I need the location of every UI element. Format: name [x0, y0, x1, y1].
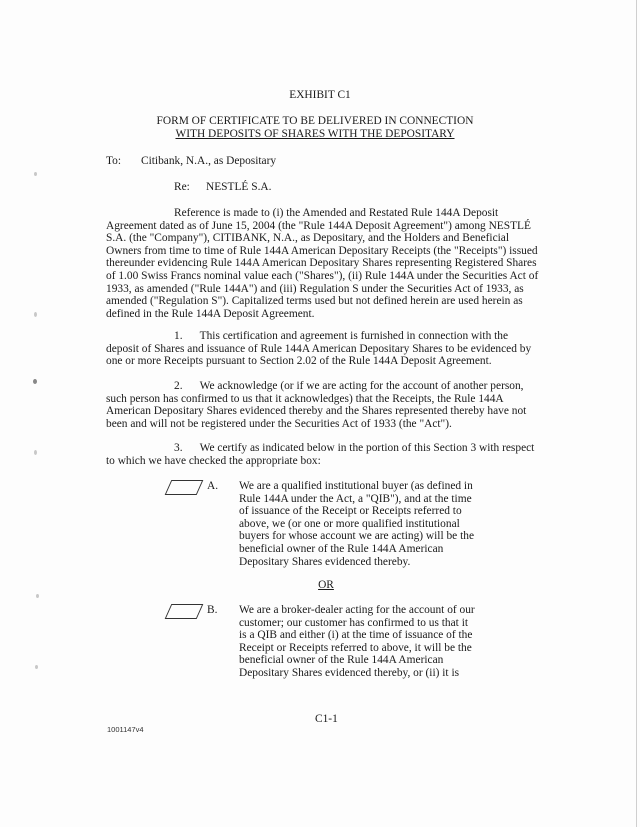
section-2-number: 2.: [174, 380, 183, 392]
to-label: To:: [106, 155, 122, 167]
option-a-text: We are a qualified institutional buyer (as defined in Rule 144A under the Act, a "QIB"), and at the time of issuance of the Receipt or Receipts referred to above, we (or one or more qualified institutional buyers for whose account we are acting) will be the beneficial owner of the Rule 144A American Depositary Shares evidenced thereby.: [239, 480, 474, 568]
to-value: Citibank, N.A., as Depositary: [141, 155, 277, 167]
scan-speck: [34, 172, 37, 176]
section-3: [106, 442, 540, 467]
intro-paragraph: Reference is made to (i) the Amended and Restated Rule 144A Deposit Agreement dated as of June 15, 2004 (the "Rule 144A Deposit Agreement") among NESTLÉ S.A. (the "Company"), CITIBANK, N.A., as Depositary, and the Holders and Beneficial Owners from time to time of Rule 144A American Depositary Receipts (the "Receipts") issued thereunder evidencing Rule 144A American Depositary Shares representing Registered Shares of 1.00 Swiss Francs nominal value each ("Shares"), (ii) Rule 144A under the Securities Act of 1933, as amended ("Rule 144A") and (iii) Regulation S under the Securities Act of 1933, as amended ("Regulation S"). Capitalized terms used but not defined herein are used herein as defined in the Rule 144A Deposit Agreement.: [106, 207, 539, 320]
section-2-text: We acknowledge (or if we are acting for the account of another person, such person has confirmed to us that it acknowledges) that the Receipts, the Rule 144A American Depositary Shares evidenced thereby and the Shares represented thereby have not been and will not be registered under the Securities Act of 1933 (the "Act").: [106, 380, 527, 430]
scan-edge-line: [636, 0, 637, 827]
option-a-letter: A.: [207, 480, 219, 492]
section-2: [106, 380, 540, 430]
section-1-text: This certification and agreement is furnished in connection with the deposit of Shares and issuance of Rule 144A American Depositary Shares to be evidenced by one or more Receipts pursuant to Section 2.02 of the Rule 144A Deposit Agreement.: [106, 330, 532, 368]
section-3-number: 3.: [174, 442, 183, 454]
re-value: NESTLÉ S.A.: [206, 181, 272, 193]
page-number: C1-1: [315, 713, 338, 725]
option-b-text: We are a broker-dealer acting for the account of our customer; our customer has confirmed to us that it is a QIB and either (i) at the time of issuance of the Receipt or Receipts referred to above, it will be the beneficial owner of the Rule 144A American Depositary Shares evidenced thereby, or (ii) it is: [239, 604, 475, 679]
option-b-checkbox[interactable]: [165, 604, 204, 619]
option-b-letter: B.: [207, 604, 218, 616]
scan-speck: [35, 665, 38, 669]
scan-speck: [33, 379, 37, 384]
option-a-checkbox[interactable]: [165, 480, 204, 495]
section-1: [106, 330, 540, 368]
form-title-line-2: WITH DEPOSITS OF SHARES WITH THE DEPOSITARY: [175, 128, 455, 140]
scan-speck: [34, 450, 37, 455]
scan-speck: [34, 312, 37, 317]
document-id: 1001147v4: [107, 725, 144, 734]
section-1-number: 1.: [174, 330, 183, 342]
re-label: Re:: [174, 181, 190, 193]
exhibit-title: EXHIBIT C1: [289, 89, 351, 101]
section-3-text: We certify as indicated below in the portion of this Section 3 with respect to which we have checked the appropriate box:: [106, 442, 535, 467]
form-title-line-1: FORM OF CERTIFICATE TO BE DELIVERED IN CONNECTION: [156, 115, 474, 127]
scan-speck: [36, 594, 39, 598]
or-separator: OR: [318, 579, 334, 591]
